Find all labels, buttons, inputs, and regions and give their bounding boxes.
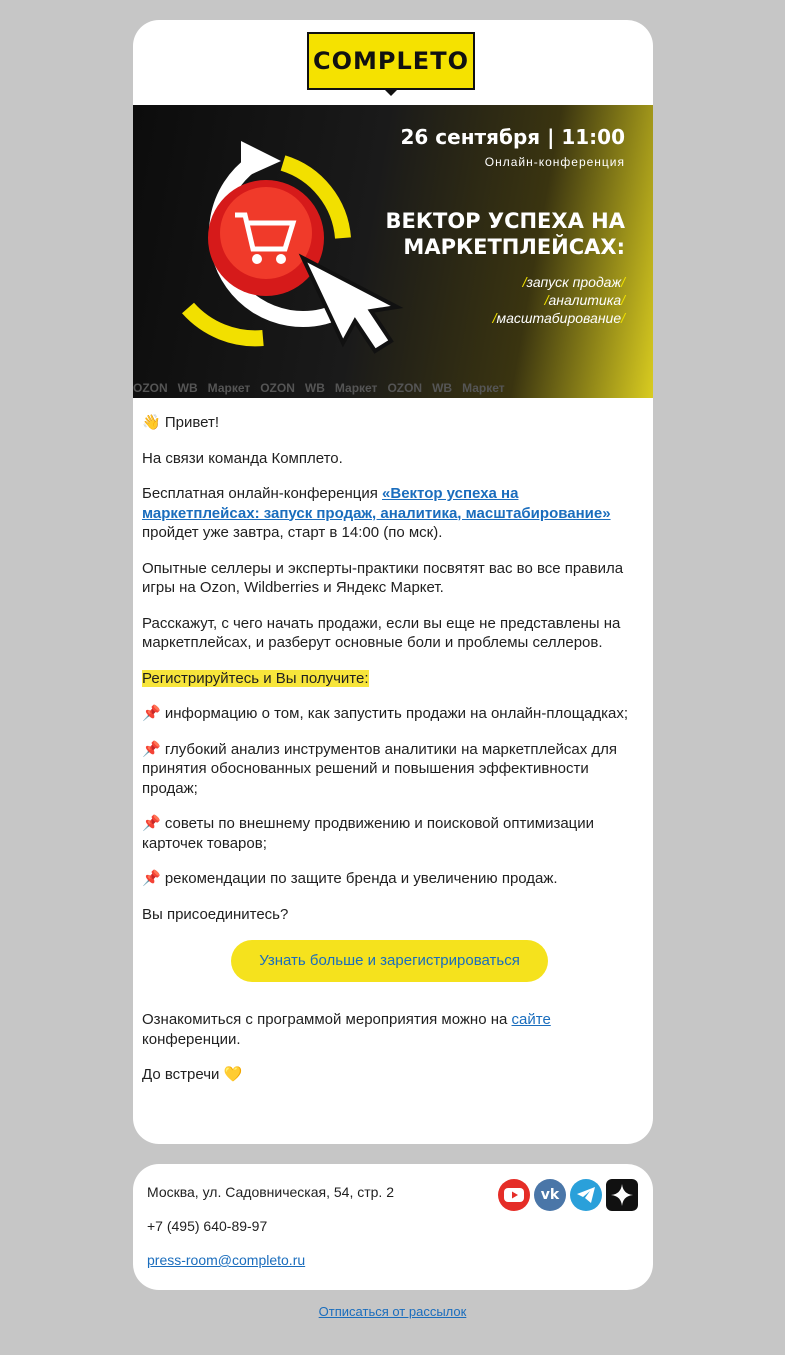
banner-subtitle: Онлайн-конференция — [484, 155, 625, 169]
banner-tag: запуск продаж — [526, 274, 622, 290]
address: Москва, ул. Садовническая, 54, стр. 2 — [147, 1184, 394, 1200]
strip-logo: Маркет — [334, 381, 378, 395]
email-main-card — [133, 20, 653, 1144]
logo-text: COMPLETO — [307, 32, 475, 90]
tell-text: Расскажут, с чего начать продажи, если вы еще не представлены на маркетплейсах, и разберут основные боли и проблемы селлеров. — [142, 614, 621, 651]
register-highlight: Регистрируйтесь и Вы получите: — [142, 669, 369, 687]
banner-title: ВЕКТОР УСПЕХА НА МАРКЕТПЛЕЙСАХ: — [385, 209, 625, 259]
unsubscribe-link[interactable]: Отписаться от рассылок — [318, 1304, 467, 1319]
strip-logo: OZON — [133, 381, 168, 395]
telegram-icon[interactable] — [570, 1179, 602, 1211]
youtube-icon[interactable] — [498, 1179, 530, 1211]
banner-tags: /запуск продаж/ /аналитика/ /масштабирование/ — [492, 274, 625, 326]
benefit-item: 📌 советы по внешнему продвижению и поисковой оптимизации карточек товаров; — [142, 815, 595, 852]
conference-text-after: пройдет уже завтра, старт в 14:00 (по мск). — [142, 524, 443, 541]
conference-link[interactable]: «Вектор успеха на маркетплейсах: запуск продаж, аналитика, масштабирование» — [142, 485, 611, 522]
banner-tag: аналитика — [548, 292, 622, 308]
join-question: Вы присоединитесь? — [142, 905, 289, 923]
benefit-item: 📌 информацию о том, как запустить продажи на онлайн-площадках; — [142, 705, 629, 722]
phone: +7 (495) 640-89-97 — [147, 1218, 268, 1234]
email-link[interactable]: press-room@completo.ru — [147, 1252, 306, 1268]
dzen-icon[interactable] — [606, 1179, 638, 1211]
strip-logo: Маркет — [462, 381, 505, 395]
intro-text: На связи команда Комплето. — [142, 449, 343, 467]
benefit-item: 📌 рекомендации по защите бренда и увеличению продаж. — [142, 870, 558, 887]
experts-text: Опытные селлеры и эксперты-практики посвятят вас во все правила игры на Ozon, Wildberries и Яндекс Маркет. — [142, 559, 624, 596]
cart-button-illustration — [153, 133, 433, 393]
program-paragraph — [142, 1010, 637, 1049]
logo-notch — [383, 88, 399, 96]
social-links — [498, 1179, 638, 1211]
conference-text-before: Бесплатная онлайн-конференция — [142, 485, 383, 502]
program-text-before: Ознакомиться с программой мероприятия можно на — [142, 1011, 512, 1028]
greeting: 👋 Привет! — [142, 414, 220, 431]
conference-paragraph — [142, 484, 637, 543]
email-body — [142, 413, 637, 1101]
strip-logo: WB — [304, 381, 325, 395]
strip-logo: WB — [177, 381, 198, 395]
banner-date: 26 сентября | 11:00 — [400, 125, 625, 149]
register-button[interactable]: Узнать больше и зарегистрироваться — [231, 940, 548, 982]
conference-banner[interactable] — [133, 105, 653, 398]
banner-tag: масштабирование — [496, 310, 622, 326]
strip-logo: WB — [432, 381, 453, 395]
site-link[interactable]: сайте — [511, 1011, 551, 1028]
strip-logo: Маркет — [207, 381, 251, 395]
strip-logo: OZON — [387, 381, 423, 395]
strip-logo: OZON — [260, 381, 295, 395]
benefit-item: 📌 глубокий анализ инструментов аналитики на маркетплейсах для принятия обоснованных решений и повышения эффективности продаж; — [142, 740, 618, 797]
completo-logo[interactable] — [307, 32, 475, 90]
farewell: До встречи 💛 — [142, 1066, 243, 1083]
footer-card — [133, 1164, 653, 1290]
marketplace-logo-strip — [133, 379, 653, 397]
program-text-after: конференции. — [142, 1030, 241, 1048]
vk-icon[interactable]: vk — [534, 1179, 566, 1211]
